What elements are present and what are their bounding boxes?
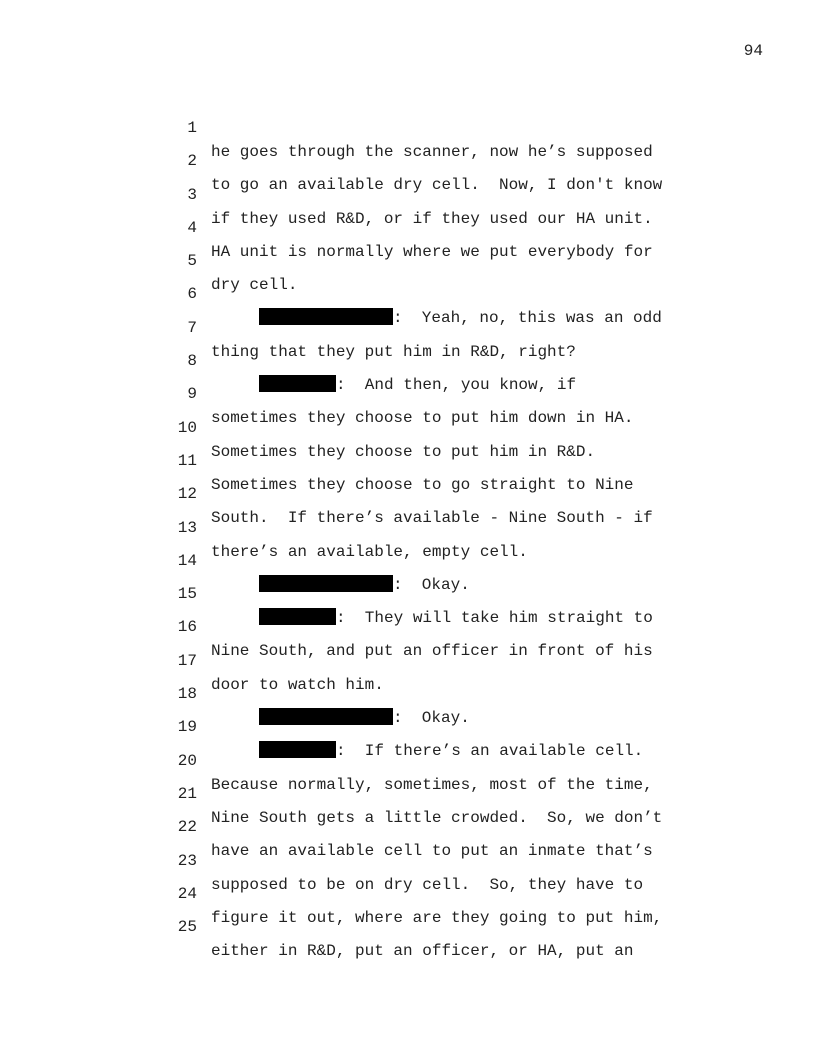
line-number: 24: [177, 884, 197, 903]
line-text: Because normally, sometimes, most of the time,: [211, 775, 653, 794]
line-number: 17: [177, 651, 197, 670]
line-text: have an available cell to put an inmate that’s: [211, 842, 653, 861]
line-text: : Yeah, no, this was an odd: [393, 309, 662, 328]
line-number: 4: [187, 218, 197, 237]
line-number: 5: [187, 252, 197, 271]
line-text: door to watch him.: [211, 675, 384, 694]
transcript-line: [0, 225, 816, 295]
line-text: he goes through the scanner, now he’s supposed: [211, 143, 653, 161]
line-number: 18: [177, 685, 197, 704]
line-number: 2: [187, 152, 197, 171]
line-number: 20: [177, 751, 197, 770]
line-number: 9: [187, 385, 197, 404]
transcript-line: [0, 159, 816, 228]
line-number: 7: [187, 318, 197, 337]
transcript-line: [0, 325, 816, 395]
line-text: Nine South, and put an officer in front of his: [211, 642, 653, 661]
transcript-line: [0, 192, 816, 261]
line-text: : Okay.: [393, 709, 470, 728]
line-text: : And then, you know, if: [336, 376, 577, 395]
line-text: : If there’s an available cell.: [336, 742, 644, 761]
line-number: 12: [177, 485, 197, 504]
line-text: : They will take him straight to: [336, 609, 653, 628]
line-number: 16: [177, 618, 197, 637]
line-number: 23: [177, 851, 197, 870]
transcript-line: [0, 758, 816, 827]
transcript-line: [0, 891, 816, 961]
line-number: 8: [187, 352, 197, 371]
line-text: figure it out, where are they going to put him,: [211, 908, 663, 927]
line-number: 25: [177, 918, 197, 937]
line-text: to go an available dry cell. Now, I don't know: [211, 176, 663, 195]
line-number: 19: [177, 718, 197, 737]
line-text: South. If there’s available - Nine South - if: [211, 509, 653, 528]
line-text: : Okay.: [393, 575, 470, 594]
line-number: 3: [187, 185, 197, 204]
line-number: 11: [177, 451, 197, 470]
line-text: thing that they put him in R&D, right?: [211, 342, 576, 361]
line-text: Sometimes they choose to go straight to Nine: [211, 475, 634, 494]
line-number: 14: [177, 551, 197, 570]
transcript-line: [0, 292, 816, 361]
transcript-body: [0, 92, 816, 961]
line-number: 22: [177, 818, 197, 837]
line-text: if they used R&D, or if they used our HA unit.: [211, 209, 653, 228]
line-number: 13: [177, 518, 197, 537]
line-text: Sometimes they choose to put him in R&D.: [211, 442, 596, 461]
line-text: either in R&D, put an officer, or HA, put an: [211, 942, 634, 961]
line-number: 6: [187, 285, 197, 304]
transcript-line: [0, 858, 816, 927]
line-text: dry cell.: [211, 276, 298, 295]
line-number: 10: [177, 418, 197, 437]
line-text: HA unit is normally where we put everybody for: [211, 242, 653, 261]
transcript-line: [0, 92, 816, 161]
line-text: there’s an available, empty cell.: [211, 542, 528, 561]
line-number: 21: [177, 784, 197, 803]
line-number: 1: [187, 119, 197, 137]
line-text: sometimes they choose to put him down in HA.: [211, 409, 634, 428]
transcript-line: [0, 525, 816, 594]
transcript-line: [0, 258, 816, 328]
line-number: 15: [177, 585, 197, 604]
transcript-line: [0, 425, 816, 494]
line-text: Nine South gets a little crowded. So, we don’t: [211, 808, 663, 827]
page-number: 94: [743, 42, 763, 60]
line-text: supposed to be on dry cell. So, they have to: [211, 875, 644, 894]
transcript-line: [0, 125, 816, 195]
transcript-line: [0, 625, 816, 694]
